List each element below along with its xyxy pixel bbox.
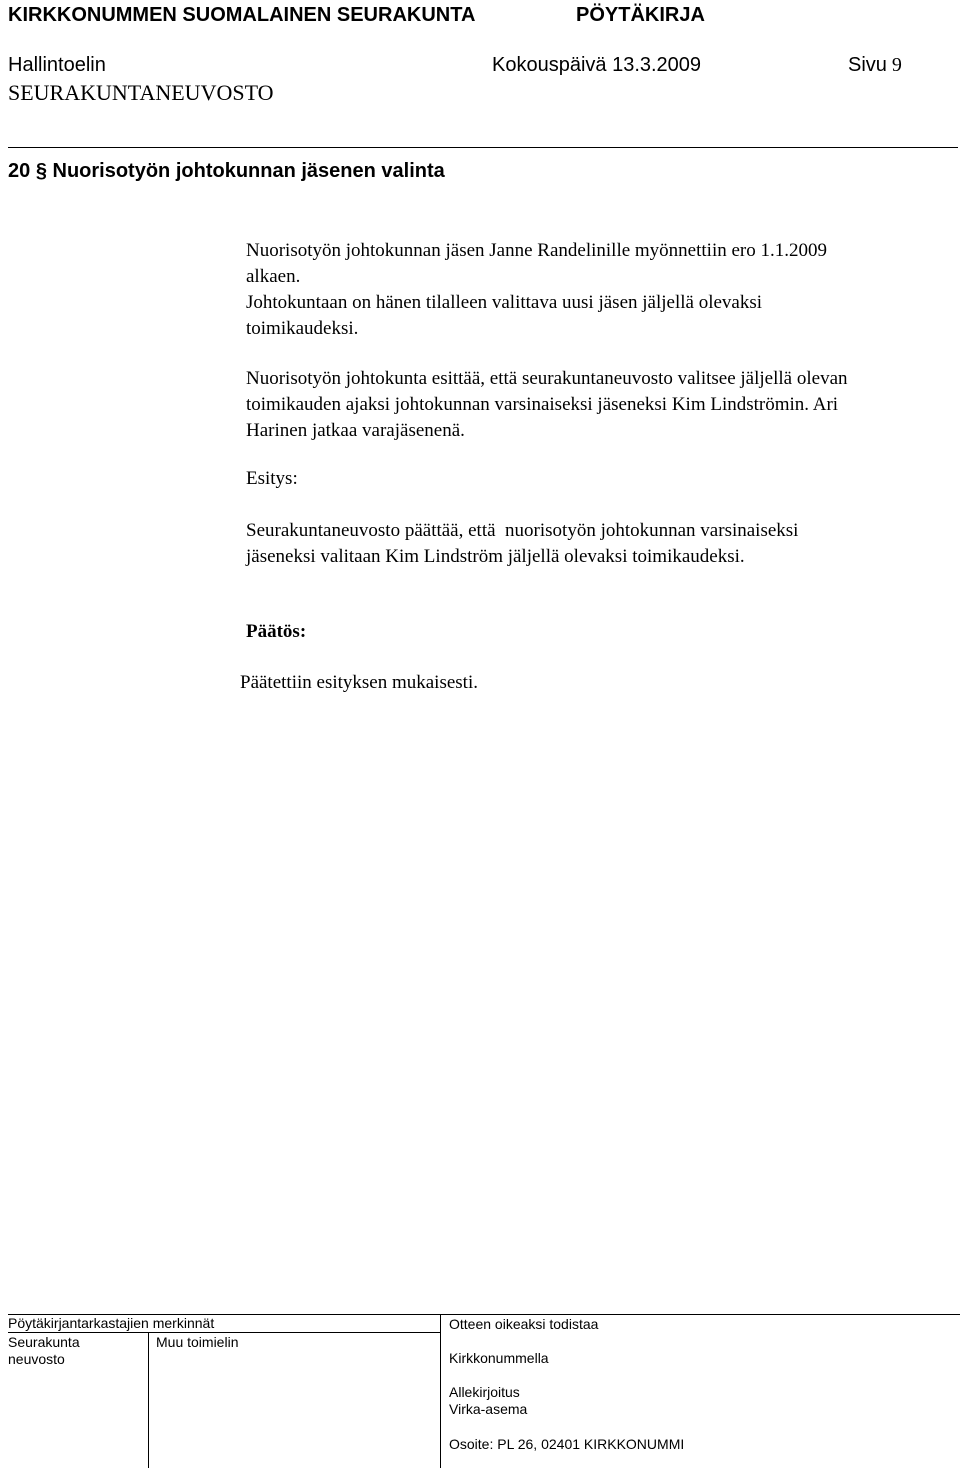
place-label: Kirkkonummella — [449, 1350, 549, 1366]
address: Osoite: PL 26, 02401 KIRKKONUMMI — [449, 1436, 685, 1452]
header-divider — [8, 147, 958, 148]
footer-column-divider — [148, 1332, 149, 1468]
text-line: Johtokuntaan on hänen tilalleen valittava uusi jäsen jäljellä olevaksi — [246, 292, 763, 313]
text-line: jäseneksi valitaan Kim Lindström jäljellä olevaksi toimikaudeksi. — [246, 546, 745, 567]
position-label: Virka-asema — [449, 1401, 528, 1417]
footer-section-divider — [440, 1314, 441, 1468]
meeting-date: Kokouspäivä 13.3.2009 — [492, 54, 702, 76]
other-body-label: Muu toimielin — [156, 1334, 239, 1350]
section-heading — [8, 160, 445, 183]
organization-name: KIRKKONUMMEN SUOMALAINEN SEURAKUNTA — [8, 4, 476, 26]
text-line: toimikauden ajaksi johtokunnan varsinaiseksi jäseneksi Kim Lindströmin. Ari — [246, 394, 839, 415]
section-number: 20 — [8, 160, 31, 182]
governing-body: SEURAKUNTANEUVOSTO — [8, 80, 274, 105]
page-indicator — [848, 54, 902, 77]
decision-text: Päätettiin esityksen mukaisesti. — [240, 672, 478, 693]
text-line: Nuorisotyön johtokunta esittää, että seurakuntaneuvosto valitsee jäljellä olevan — [246, 368, 848, 389]
page-number: 9 — [891, 54, 902, 76]
paragraph-nomination — [246, 366, 936, 444]
department: Hallintoelin — [8, 54, 106, 76]
paragraph-resignation — [246, 238, 936, 342]
paragraph-proposal — [246, 518, 936, 570]
footer-inner-rule — [8, 1332, 440, 1333]
text-line: toimikaudeksi. — [246, 318, 359, 339]
text-line: Nuorisotyön johtokunnan jäsen Janne Randelinille myönnettiin ero 1.1.2009 — [246, 240, 827, 261]
text-line: alkaen. — [246, 266, 301, 287]
text-line: Harinen jatkaa varajäsenenä. — [246, 420, 465, 441]
reviewers-marks-label: Pöytäkirjantarkastajien merkinnät — [8, 1315, 215, 1331]
parish-council-label-line1: Seurakunta — [8, 1334, 80, 1350]
page-label: Sivu — [848, 54, 887, 76]
certified-copy-label: Otteen oikeaksi todistaa — [449, 1316, 599, 1332]
proposal-label: Esitys: — [246, 468, 298, 489]
parish-council-label-line2: neuvosto — [8, 1351, 65, 1367]
document-type: PÖYTÄKIRJA — [576, 4, 705, 26]
text-line: Seurakuntaneuvosto päättää, että nuorisotyön johtokunnan varsinaiseksi — [246, 520, 799, 541]
section-symbol: § — [35, 160, 47, 182]
section-title: Nuorisotyön johtokunnan jäsenen valinta — [52, 160, 445, 182]
signature-label: Allekirjoitus — [449, 1384, 520, 1400]
decision-label: Päätös: — [246, 621, 307, 642]
